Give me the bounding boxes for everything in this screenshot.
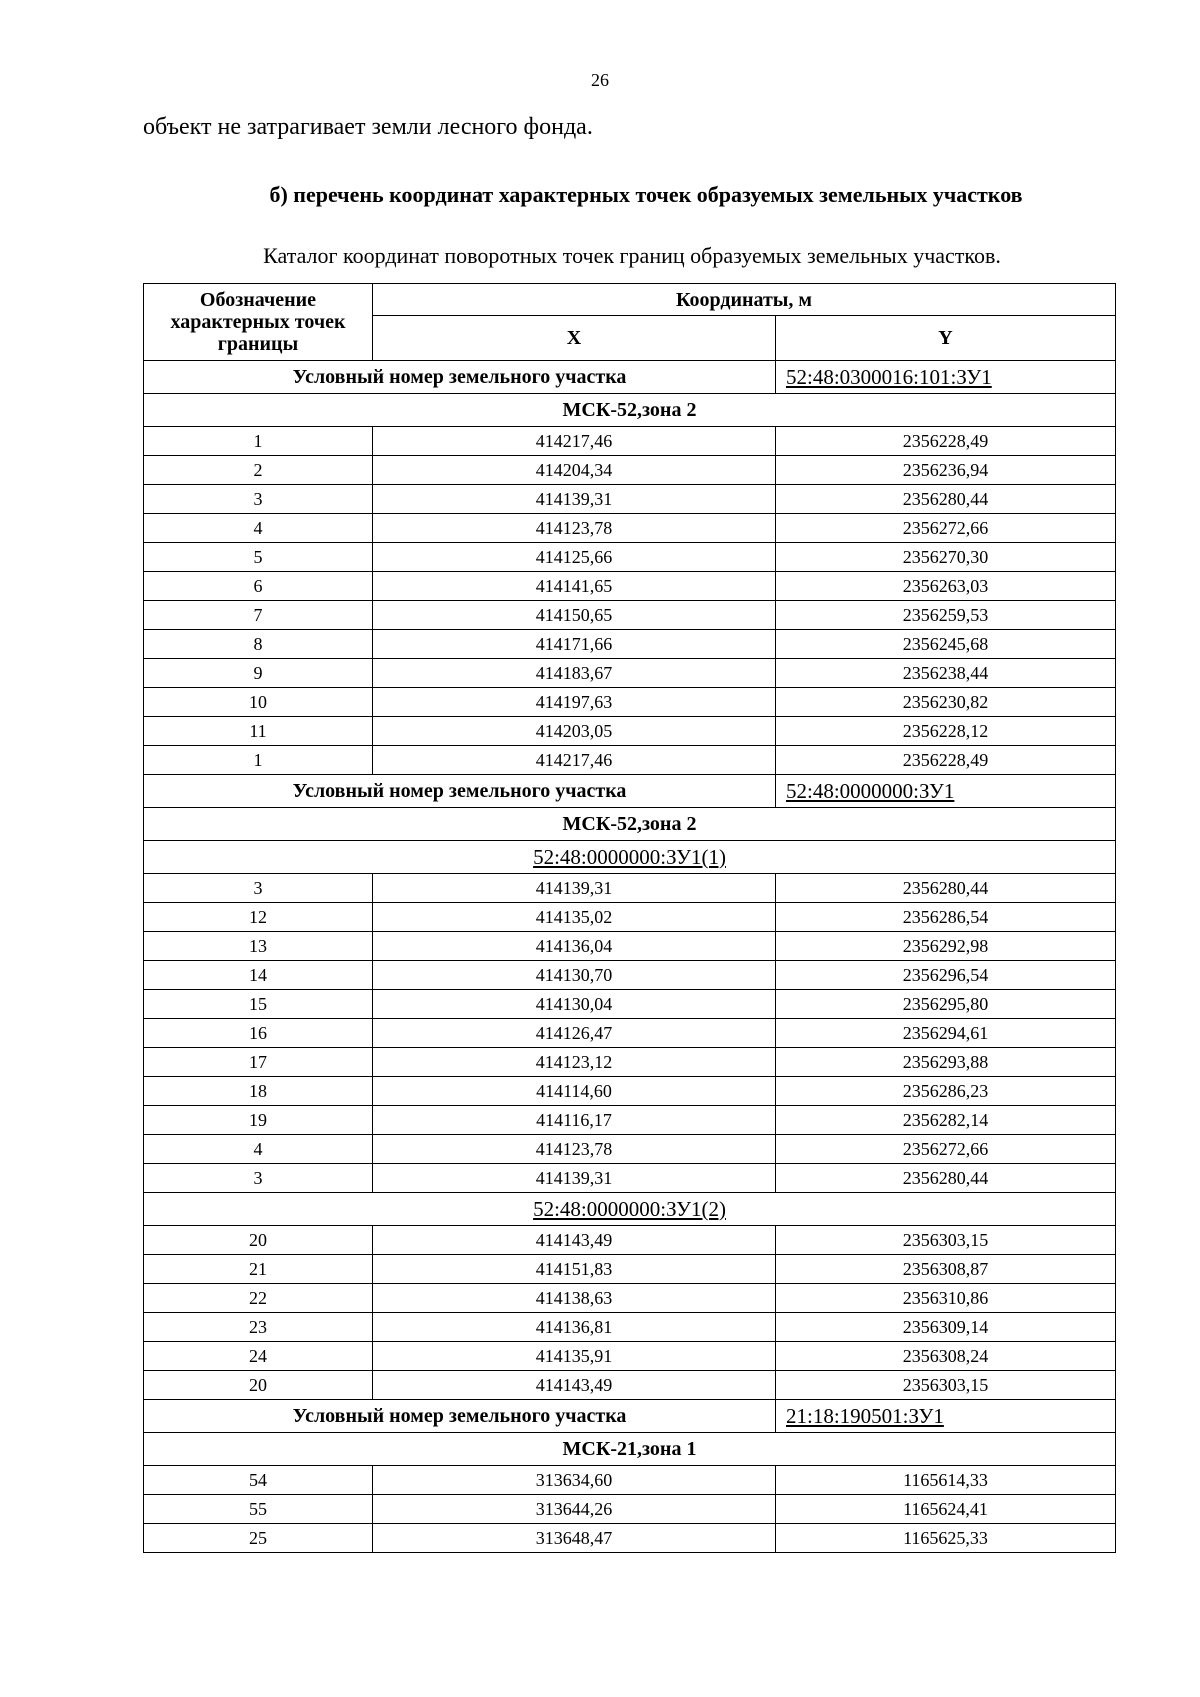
table-row xyxy=(144,1106,1116,1135)
y-coordinate-cell: 1165614,33 xyxy=(776,1466,1116,1495)
table-row xyxy=(144,659,1116,688)
y-coordinate-cell: 2356295,80 xyxy=(776,990,1116,1019)
x-coordinate-cell: 414143,49 xyxy=(373,1226,776,1255)
x-coordinate-cell: 414123,12 xyxy=(373,1048,776,1077)
page-number: 26 xyxy=(591,70,609,90)
point-number-cell: 23 xyxy=(144,1313,373,1342)
contour-row xyxy=(144,841,1116,874)
x-coordinate-cell: 414139,31 xyxy=(373,1164,776,1193)
point-number-cell: 9 xyxy=(144,659,373,688)
point-number-cell: 16 xyxy=(144,1019,373,1048)
contour-label: 52:48:0000000:ЗУ1(1) xyxy=(533,844,726,869)
x-coordinate-cell: 313648,47 xyxy=(373,1524,776,1553)
point-number-cell: 4 xyxy=(144,1135,373,1164)
table-row xyxy=(144,1495,1116,1524)
table-row xyxy=(144,990,1116,1019)
point-number-cell: 1 xyxy=(144,427,373,456)
x-coordinate-cell: 414204,34 xyxy=(373,456,776,485)
point-number-cell: 3 xyxy=(144,485,373,514)
coordinates-table xyxy=(143,283,1116,1553)
x-coordinate-cell: 414139,31 xyxy=(373,485,776,514)
table-row xyxy=(144,1077,1116,1106)
point-number-cell: 8 xyxy=(144,630,373,659)
table-row xyxy=(144,1048,1116,1077)
table-row xyxy=(144,1313,1116,1342)
y-coordinate-cell: 2356280,44 xyxy=(776,1164,1116,1193)
y-coordinate-cell: 2356236,94 xyxy=(776,456,1116,485)
y-coordinate-cell: 2356280,44 xyxy=(776,874,1116,903)
x-coordinate-cell: 414197,63 xyxy=(373,688,776,717)
x-coordinate-cell: 414114,60 xyxy=(373,1077,776,1106)
x-coordinate-cell: 414138,63 xyxy=(373,1284,776,1313)
point-number-cell: 13 xyxy=(144,932,373,961)
intro-text: объект не затрагивает земли лесного фонда. xyxy=(143,114,593,140)
y-coordinate-cell: 1165625,33 xyxy=(776,1524,1116,1553)
x-coordinate-cell: 414139,31 xyxy=(373,874,776,903)
point-number-cell: 11 xyxy=(144,717,373,746)
table-row xyxy=(144,514,1116,543)
x-coordinate-cell: 313644,26 xyxy=(373,1495,776,1524)
point-number-cell: 17 xyxy=(144,1048,373,1077)
table-row xyxy=(144,572,1116,601)
header-point-designation: Обозначение характерных точек границы xyxy=(144,284,373,361)
y-coordinate-cell: 2356245,68 xyxy=(776,630,1116,659)
x-coordinate-cell: 414123,78 xyxy=(373,1135,776,1164)
point-number-cell: 22 xyxy=(144,1284,373,1313)
table-row xyxy=(144,874,1116,903)
table-row xyxy=(144,932,1116,961)
point-number-cell: 14 xyxy=(144,961,373,990)
plot-number-row xyxy=(144,361,1116,394)
table-row xyxy=(144,456,1116,485)
x-coordinate-cell: 414136,04 xyxy=(373,932,776,961)
y-coordinate-cell: 2356228,49 xyxy=(776,427,1116,456)
point-number-cell: 25 xyxy=(144,1524,373,1553)
coordinate-system-row xyxy=(144,1433,1116,1466)
point-number-cell: 3 xyxy=(144,874,373,903)
point-number-cell: 4 xyxy=(144,514,373,543)
table-row xyxy=(144,1466,1116,1495)
table-row xyxy=(144,1284,1116,1313)
table-row xyxy=(144,746,1116,775)
table-row xyxy=(144,688,1116,717)
x-coordinate-cell: 414151,83 xyxy=(373,1255,776,1284)
y-coordinate-cell: 2356263,03 xyxy=(776,572,1116,601)
table-row xyxy=(144,961,1116,990)
y-coordinate-cell: 2356292,98 xyxy=(776,932,1116,961)
x-coordinate-cell: 414217,46 xyxy=(373,746,776,775)
table-row xyxy=(144,1019,1116,1048)
y-coordinate-cell: 2356296,54 xyxy=(776,961,1116,990)
x-coordinate-cell: 414123,78 xyxy=(373,514,776,543)
y-coordinate-cell: 2356259,53 xyxy=(776,601,1116,630)
x-coordinate-cell: 313634,60 xyxy=(373,1466,776,1495)
y-coordinate-cell: 2356308,24 xyxy=(776,1342,1116,1371)
table-row xyxy=(144,630,1116,659)
y-coordinate-cell: 2356228,49 xyxy=(776,746,1116,775)
header-y: Y xyxy=(776,316,1116,361)
plot-number-label: Условный номер земельного участка xyxy=(144,775,776,808)
y-coordinate-cell: 2356309,14 xyxy=(776,1313,1116,1342)
plot-cadastral-number: 52:48:0300016:101:ЗУ1 xyxy=(776,361,1116,394)
x-coordinate-cell: 414203,05 xyxy=(373,717,776,746)
point-number-cell: 54 xyxy=(144,1466,373,1495)
y-coordinate-cell: 2356303,15 xyxy=(776,1226,1116,1255)
table-row xyxy=(144,717,1116,746)
y-coordinate-cell: 2356294,61 xyxy=(776,1019,1116,1048)
x-coordinate-cell: 414130,04 xyxy=(373,990,776,1019)
coordinate-system-row xyxy=(144,808,1116,841)
x-coordinate-cell: 414141,65 xyxy=(373,572,776,601)
y-coordinate-cell: 2356272,66 xyxy=(776,514,1116,543)
section-heading: б) перечень координат характерных точек образуемых земельных участков xyxy=(269,182,1023,207)
table-row xyxy=(144,1135,1116,1164)
table-caption: Каталог координат поворотных точек границ образуемых земельных участков. xyxy=(263,243,1001,268)
x-coordinate-cell: 414143,49 xyxy=(373,1371,776,1400)
y-coordinate-cell: 2356286,54 xyxy=(776,903,1116,932)
table-row xyxy=(144,1164,1116,1193)
table-row xyxy=(144,1371,1116,1400)
point-number-cell: 20 xyxy=(144,1371,373,1400)
point-number-cell: 24 xyxy=(144,1342,373,1371)
x-coordinate-cell: 414136,81 xyxy=(373,1313,776,1342)
point-number-cell: 5 xyxy=(144,543,373,572)
y-coordinate-cell: 2356228,12 xyxy=(776,717,1116,746)
table-row xyxy=(144,1342,1116,1371)
point-number-cell: 15 xyxy=(144,990,373,1019)
plot-number-label: Условный номер земельного участка xyxy=(144,361,776,394)
coordinate-system-row xyxy=(144,394,1116,427)
table-row xyxy=(144,1524,1116,1553)
contour-cell xyxy=(144,841,1116,874)
y-coordinate-cell: 2356238,44 xyxy=(776,659,1116,688)
y-coordinate-cell: 2356310,86 xyxy=(776,1284,1116,1313)
plot-number-row xyxy=(144,775,1116,808)
table-row xyxy=(144,601,1116,630)
y-coordinate-cell: 2356282,14 xyxy=(776,1106,1116,1135)
y-coordinate-cell: 2356308,87 xyxy=(776,1255,1116,1284)
y-coordinate-cell: 1165624,41 xyxy=(776,1495,1116,1524)
x-coordinate-cell: 414116,17 xyxy=(373,1106,776,1135)
contour-label: 52:48:0000000:ЗУ1(2) xyxy=(533,1196,726,1221)
point-number-cell: 19 xyxy=(144,1106,373,1135)
table-row xyxy=(144,903,1116,932)
point-number-cell: 3 xyxy=(144,1164,373,1193)
x-coordinate-cell: 414217,46 xyxy=(373,427,776,456)
point-number-cell: 7 xyxy=(144,601,373,630)
point-number-cell: 21 xyxy=(144,1255,373,1284)
header-coordinates: Координаты, м xyxy=(373,284,1116,316)
x-coordinate-cell: 414126,47 xyxy=(373,1019,776,1048)
y-coordinate-cell: 2356293,88 xyxy=(776,1048,1116,1077)
coordinate-system-label: МСК-52,зона 2 xyxy=(144,394,1116,427)
point-number-cell: 12 xyxy=(144,903,373,932)
y-coordinate-cell: 2356272,66 xyxy=(776,1135,1116,1164)
x-coordinate-cell: 414130,70 xyxy=(373,961,776,990)
table-row xyxy=(144,485,1116,514)
x-coordinate-cell: 414135,91 xyxy=(373,1342,776,1371)
plot-cadastral-number: 21:18:190501:ЗУ1 xyxy=(776,1400,1116,1433)
contour-row xyxy=(144,1193,1116,1226)
y-coordinate-cell: 2356286,23 xyxy=(776,1077,1116,1106)
point-number-cell: 55 xyxy=(144,1495,373,1524)
table-row xyxy=(144,1226,1116,1255)
y-coordinate-cell: 2356230,82 xyxy=(776,688,1116,717)
table-row xyxy=(144,1255,1116,1284)
coordinate-system-label: МСК-21,зона 1 xyxy=(144,1433,1116,1466)
point-number-cell: 6 xyxy=(144,572,373,601)
y-coordinate-cell: 2356280,44 xyxy=(776,485,1116,514)
y-coordinate-cell: 2356270,30 xyxy=(776,543,1116,572)
contour-cell xyxy=(144,1193,1116,1226)
table-row xyxy=(144,427,1116,456)
point-number-cell: 18 xyxy=(144,1077,373,1106)
table-row xyxy=(144,543,1116,572)
coordinate-system-label: МСК-52,зона 2 xyxy=(144,808,1116,841)
plot-cadastral-number: 52:48:0000000:ЗУ1 xyxy=(776,775,1116,808)
point-number-cell: 10 xyxy=(144,688,373,717)
x-coordinate-cell: 414135,02 xyxy=(373,903,776,932)
plot-number-label: Условный номер земельного участка xyxy=(144,1400,776,1433)
point-number-cell: 20 xyxy=(144,1226,373,1255)
x-coordinate-cell: 414125,66 xyxy=(373,543,776,572)
y-coordinate-cell: 2356303,15 xyxy=(776,1371,1116,1400)
x-coordinate-cell: 414150,65 xyxy=(373,601,776,630)
point-number-cell: 2 xyxy=(144,456,373,485)
point-number-cell: 1 xyxy=(144,746,373,775)
header-x: X xyxy=(373,316,776,361)
x-coordinate-cell: 414171,66 xyxy=(373,630,776,659)
plot-number-row xyxy=(144,1400,1116,1433)
table-body xyxy=(144,361,1116,1553)
x-coordinate-cell: 414183,67 xyxy=(373,659,776,688)
